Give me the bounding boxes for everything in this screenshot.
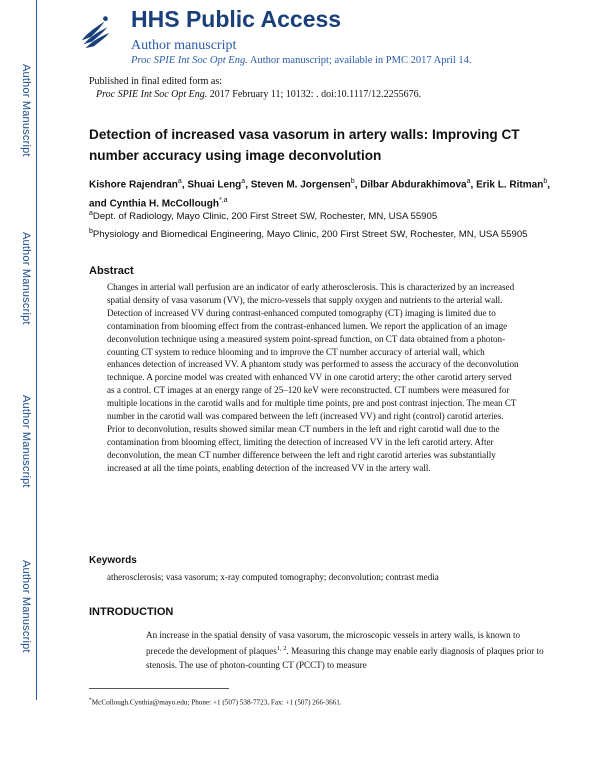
hhs-eagle-logo-icon xyxy=(76,12,114,50)
author-name: Shuai Leng xyxy=(187,179,242,191)
keywords-heading: Keywords xyxy=(89,555,137,566)
footnote-marker: * xyxy=(89,697,92,703)
author-affiliation-marker: a xyxy=(241,178,246,185)
author-affiliation-marker: a xyxy=(466,178,471,185)
sidebar-label: Author Manuscript xyxy=(20,64,32,157)
corresponding-author-footnote xyxy=(89,697,342,706)
affiliation-marker: b xyxy=(89,228,93,235)
hhs-public-access-title: HHS Public Access xyxy=(131,6,342,32)
citation-marker: 1, 2 xyxy=(276,645,287,652)
intro-text: An increase in the spatial density of vasa vasorum, the microscopic vessels in artery walls, is known to precede the development of plaques xyxy=(146,630,521,657)
author-name: Kishore Rajendran xyxy=(89,179,178,191)
footnote-text: McCollough.Cynthia@mayo.edu; Phone: +1 (507) 538-7723, Fax: +1 (507) 266-3661. xyxy=(91,698,342,707)
intro-text: . Measuring this change may enable early diagnosis of plaques prior to stenosis. The use of photon-counting CT (PCCT) to measure xyxy=(146,646,544,671)
citation-line xyxy=(96,89,421,100)
affiliation-text: Dept. of Radiology, Mayo Clinic, 200 First Street SW, Rochester, MN, USA 55905 xyxy=(92,211,438,223)
abstract-body: Changes in arterial wall perfusion are an indicator of early atherosclerosis. This is characterized by an increased spatial density of vasa vasorum (VV), the micro-vessels that supply oxygen and nutrients to the arterial wall. Detection of increased VV during contrast-enhanced computed tomography (CT) imaging is limited due to contamination from blooming effect from the contrast-enhanced lumen. We report the application of an image deconvolution technique using a measured system point-spread function, on CT data obtained from a photon-counting CT system to reduce blooming and to improve the CT number accuracy of arterial wall, which enhances detection of increased VV. A phantom study was performed to assess the accuracy of the deconvolution technique. A porcine model was created with enhanced VV in one carotid artery; the other carotid artery served as a control. CT images at an energy range of 25–120 keV were reconstructed. CT numbers were measured for multiple locations in the carotid walls and for multiple time points, pre and post contrast injection. The mean CT number in the carotid wall was compared between the left (increased VV) and right (control) carotid arteries. Prior to deconvolution, results showed similar mean CT numbers in the left and right carotid wall due to the contamination from blooming effect, limiting the detection of increased VV in the left carotid artery. After deconvolution, the mean CT number difference between the left and right carotid arteries was substantially increased at all the time points, enabling detection of the increased VV in the artery wall. xyxy=(107,282,519,473)
paper-title: Detection of increased vasa vasorum in artery walls: Improving CT number accuracy using image deconvolution xyxy=(89,127,520,163)
affiliation-marker: a xyxy=(89,210,93,217)
keywords-list: atherosclerosis; vasa vasorum; x-ray computed tomography; deconvolution; contrast media xyxy=(107,572,439,582)
sidebar-label: Author Manuscript xyxy=(20,560,32,653)
author-separator: , xyxy=(470,179,477,191)
author-separator: , xyxy=(354,179,361,191)
author-separator: , and xyxy=(89,179,550,210)
citation-journal: Proc SPIE Int Soc Opt Eng. xyxy=(96,89,208,100)
author-separator: , xyxy=(245,179,251,191)
author-name: Steven M. Jorgensen xyxy=(250,179,351,191)
citation-text: 2017 February 11; 10132: . doi:10.1117/12.2255676. xyxy=(209,89,422,100)
author-manuscript-subtitle: Author manuscript xyxy=(131,38,237,53)
author-affiliation-marker: a xyxy=(177,178,182,185)
author-name: Dilbar Abdurakhimova xyxy=(360,179,467,191)
affiliation-b xyxy=(89,225,559,242)
sidebar-label: Author Manuscript xyxy=(20,232,32,325)
introduction-body xyxy=(146,628,546,672)
footnote-rule xyxy=(89,688,229,689)
author-affiliation-marker: b xyxy=(543,178,548,185)
abstract-heading: Abstract xyxy=(89,265,134,277)
availability-line xyxy=(131,55,472,66)
affiliation-text: Physiology and Biomedical Engineering, Mayo Clinic, 200 First Street SW, Rochester, MN, USA 55905 xyxy=(92,229,528,241)
author-name: Erik L. Ritman xyxy=(476,179,544,191)
author-name: Cynthia H. McCollough xyxy=(109,198,220,210)
availability-text: Author manuscript; available in PMC 2017 April 14. xyxy=(249,55,472,66)
sidebar-label: Author Manuscript xyxy=(20,395,32,488)
introduction-heading: INTRODUCTION xyxy=(89,606,174,618)
author-separator: , xyxy=(181,179,188,191)
sidebar-divider xyxy=(36,0,37,700)
author-affiliation-marker: b xyxy=(350,178,355,185)
published-label: Published in final edited form as: xyxy=(89,76,223,87)
affiliation-a xyxy=(89,207,559,224)
journal-name: Proc SPIE Int Soc Opt Eng. xyxy=(131,55,248,66)
author-manuscript-sidebar xyxy=(0,0,36,776)
author-affiliation-marker: *,a xyxy=(219,197,228,205)
